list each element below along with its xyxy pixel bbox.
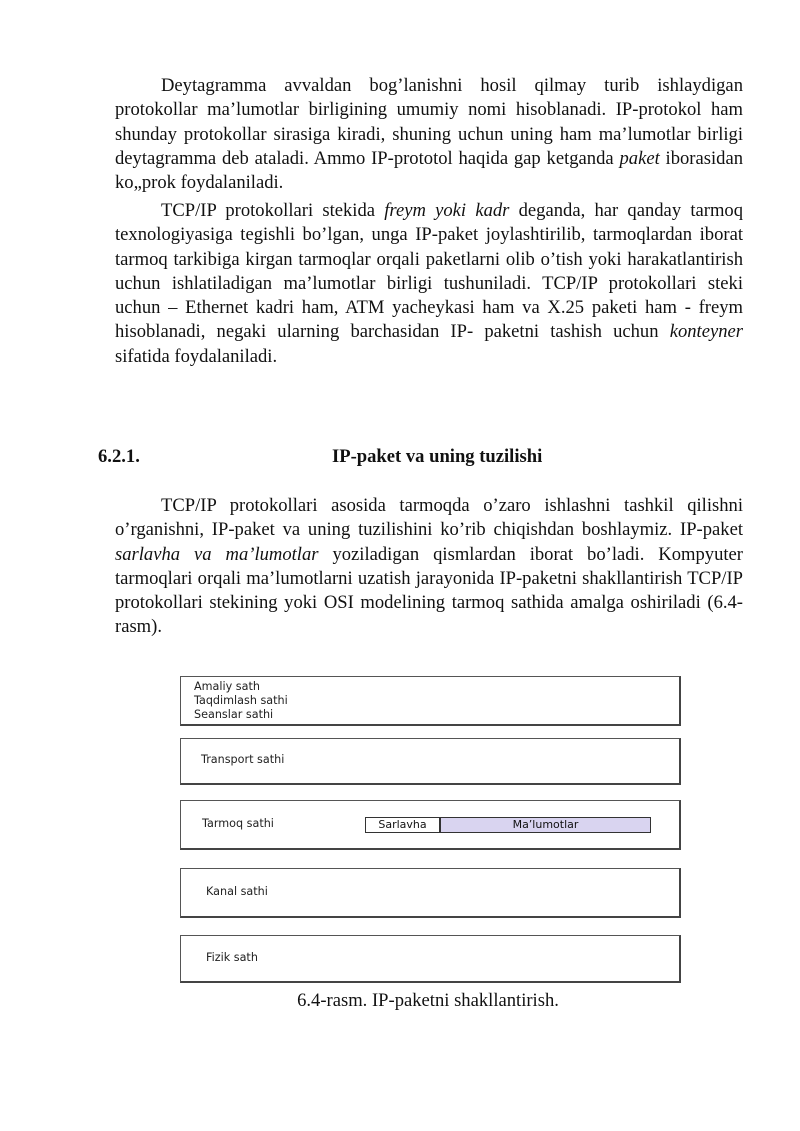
paragraph-text: yoziladigan qismlardan iborat bo’ladi. Kompyuter tarmoqlari orqali ma’lumotlarni uzatish jarayonida IP-paketni shakllantirish TCP/IP protokollari stekining yoki OSI modelining tarmoq sathida amalga oshiriladi (6.4-rasm). — [115, 543, 743, 638]
layer-label-link: Kanal sathi — [206, 885, 268, 898]
paragraph-text: deganda, har qanday tarmoq texnologiyasiga tegishli bo’lgan, unga IP-paket joylashtirilib, tarmoqlardan iborat tarmoq tarkibiga kirgan tarmoqlar orqali paketlarni olib o’tish yoki harakatlantirish uchun ishlatiladigan ma’lumotlar birligi tushuniladi. TCP/IP protokollari steki uchun – Ethernet kadri ham, ATM yacheykasi ham va X.25 paketi ham - freym hisoblanadi, negaki ularning barchasidan IP- paketni tashish uchun — [115, 200, 744, 343]
layer-label-transport: Transport sathi — [201, 753, 285, 766]
paragraph-text: TCP/IP protokollari stekida — [161, 200, 385, 221]
paragraph-text: TCP/IP protokollari asosida tarmoqda o’zaro ishlashni tashkil qilishni o’rganishni, IP-paket va uning tuzilishini ko’rib chiqishdan boshlaymiz. IP-paket — [115, 495, 743, 541]
paragraph-text: sifatida foydalaniladi. — [115, 345, 278, 367]
packet-header-box: Sarlavha — [365, 817, 440, 833]
layer-label-physical: Fizik sath — [206, 951, 258, 964]
paragraph-datagram — [115, 74, 743, 195]
packet-data-box: Ma’lumotlar — [440, 817, 651, 833]
paragraph-ip-packet — [115, 494, 743, 640]
paragraph-text: iborasidan ko„prok foydalaniladi. — [115, 147, 743, 194]
layer-label-presentation: Taqdimlash sathi — [194, 694, 288, 707]
layer-link — [180, 868, 681, 918]
layer-label-session: Seanslar sathi — [194, 708, 274, 721]
emphasis-text: sarlavha va ma’lumotlar — [115, 543, 319, 565]
layer-upper — [180, 676, 681, 726]
paragraph-frame — [115, 199, 743, 369]
section-number: 6.2.1. — [98, 446, 140, 467]
figure-caption: 6.4-rasm. IP-paketni shakllantirish. — [297, 990, 559, 1011]
section-title: IP-paket va uning tuzilishi — [332, 446, 543, 467]
emphasis-text: paket — [619, 147, 660, 169]
layer-physical — [180, 935, 681, 983]
layer-transport — [180, 738, 681, 785]
layer-label-application: Amaliy sath — [194, 680, 260, 693]
paragraph-text: Deytagramma avvaldan bog’lanishni hosil qilmay turib ishlaydigan protokollar ma’lumotlar birligining umumiy nomi hisoblanadi. IP-protokol ham shunday protokollar sirasiga kiradi, shuning uchun uning ham ma’lumotlar birligi deytagramma deb ataladi. Ammo IP-prototol haqida gap ketganda — [115, 75, 743, 169]
section-heading — [0, 446, 800, 472]
emphasis-text: konteyner — [669, 321, 743, 343]
layer-label-network: Tarmoq sathi — [202, 817, 274, 830]
emphasis-text: freym yoki kadr — [384, 200, 510, 221]
